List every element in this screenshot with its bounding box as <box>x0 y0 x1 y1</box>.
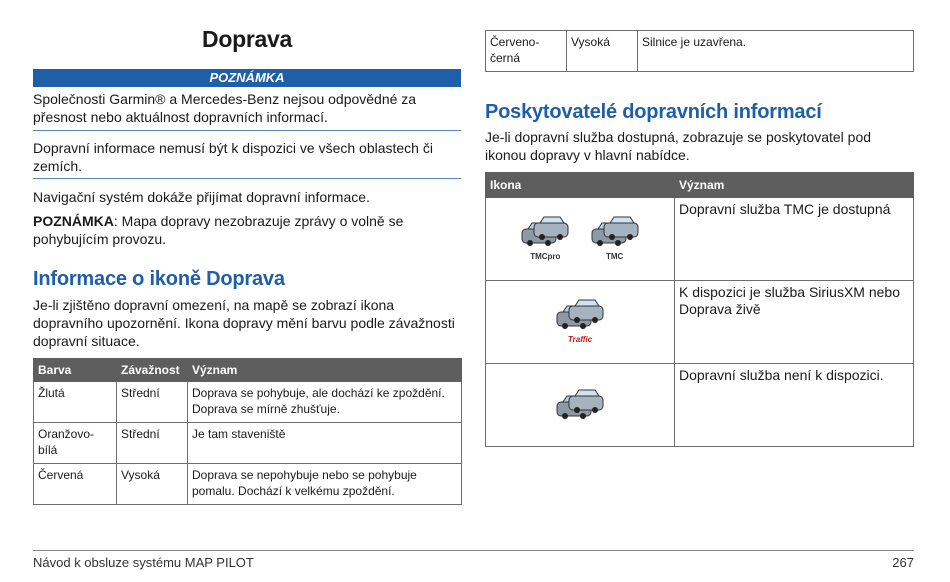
table-cell: Červená <box>34 464 117 505</box>
map-note-paragraph <box>33 212 461 248</box>
traffic-color-table <box>33 358 462 505</box>
table-header-row <box>486 173 914 198</box>
footer-divider <box>33 550 914 551</box>
note-text: Společnosti Garmin® a Mercedes-Benz nejsou odpovědné za přesnost nebo aktuálnost dopravních informací. <box>33 91 417 125</box>
divider <box>33 178 461 179</box>
table-cell: K dispozici je služba SiriusXM nebo Doprava živě <box>675 281 914 364</box>
footer-manual-title: Návod k obsluze systému MAP PILOT <box>33 555 254 570</box>
table-header-row <box>34 359 462 382</box>
table-cell: Vysoká <box>567 31 638 72</box>
table-cell: Vysoká <box>117 464 188 505</box>
icon-cell <box>486 198 675 281</box>
section-heading-traffic-icon: Informace o ikoně Doprava <box>33 268 285 290</box>
brand-label: TMCpro <box>530 252 561 261</box>
traffic-color-table-continued <box>485 30 914 72</box>
table-row <box>34 464 462 505</box>
traffic-unavailable-icon <box>555 386 605 424</box>
page-title: Doprava <box>202 26 292 52</box>
table-row <box>486 281 914 364</box>
traffic-tmcpro-icon <box>520 213 570 265</box>
column-header: Závažnost <box>117 359 188 382</box>
icon-cell <box>486 281 675 364</box>
brand-label: TMC <box>606 252 624 261</box>
table-cell: Žlutá <box>34 382 117 423</box>
divider <box>33 130 461 131</box>
table-row <box>486 364 914 447</box>
traffic-tmc-icon <box>590 213 640 265</box>
table-cell: Střední <box>117 423 188 464</box>
table-cell: Silnice je uzavřena. <box>638 31 914 72</box>
table-cell: Doprava se nepohybuje nebo se pohybuje pomalu. Dochází k velkému zpoždění. <box>188 464 462 505</box>
traffic-live-icon <box>555 296 605 348</box>
table-row <box>486 198 914 281</box>
map-note-text: : Mapa dopravy nezobrazuje zprávy o volně se pohybujícím provozu. <box>33 213 404 247</box>
column-header: Ikona <box>486 173 675 198</box>
table-row <box>34 423 462 464</box>
page-number: 267 <box>892 555 914 570</box>
table-row <box>486 31 914 72</box>
table-cell: Dopravní služba není k dispozici. <box>675 364 914 447</box>
column-header: Barva <box>34 359 117 382</box>
column-header: Význam <box>675 173 914 198</box>
table-cell: Červeno-černá <box>486 31 567 72</box>
map-note-label: POZNÁMKA <box>33 213 114 229</box>
table-cell: Je tam staveniště <box>188 423 462 464</box>
section-heading-providers: Poskytovatelé dopravních informací <box>485 101 822 123</box>
traffic-icon-paragraph: Je-li zjištěno dopravní omezení, na mapě se zobrazí ikona dopravního upozornění. Ikona dopravy mění barvu podle závažnosti dopravní situace. <box>33 297 455 349</box>
column-header: Význam <box>188 359 462 382</box>
table-cell: Doprava se pohybuje, ale dochází ke zpoždění. Doprava se mírně zhušťuje. <box>188 382 462 423</box>
icon-cell <box>486 364 675 447</box>
note-paragraph <box>33 90 461 126</box>
table-cell: Oranžovo-bílá <box>34 423 117 464</box>
brand-label: Traffic <box>567 335 593 344</box>
providers-paragraph: Je-li dopravní služba dostupná, zobrazuje se poskytovatel pod ikonou dopravy v hlavní nabídce. <box>485 129 872 163</box>
receive-paragraph: Navigační systém dokáže přijímat dopravní informace. <box>33 189 370 205</box>
traffic-provider-table <box>485 172 914 447</box>
note-bar: POZNÁMKA <box>33 69 461 87</box>
availability-paragraph: Dopravní informace nemusí být k dispozici ve všech oblastech či zemích. <box>33 140 433 174</box>
table-cell: Střední <box>117 382 188 423</box>
table-cell: Dopravní služba TMC je dostupná <box>675 198 914 281</box>
table-row <box>34 382 462 423</box>
